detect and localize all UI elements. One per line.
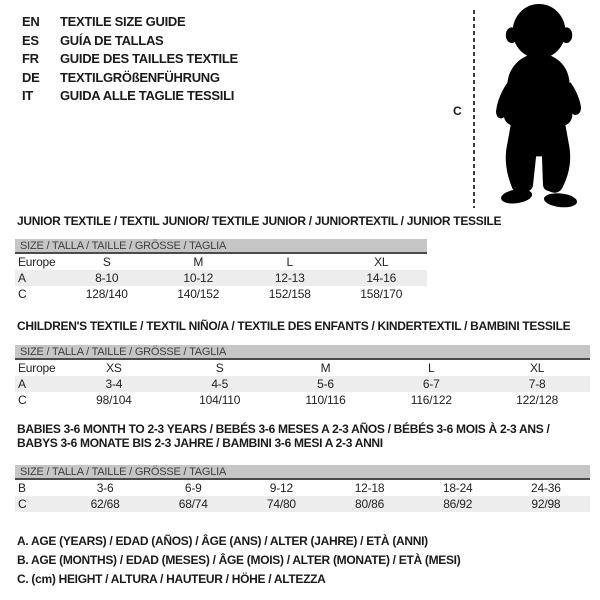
language-row <box>22 87 238 106</box>
size-cell: L <box>428 361 435 375</box>
size-cell: 140/152 <box>177 287 220 301</box>
size-table-babies <box>15 465 590 512</box>
note-line-a: A. AGE (YEARS) / EDAD (AÑOS) / ÂGE (ANS) / ALTER (JAHRE) / ETÀ (ANNI) <box>17 534 428 548</box>
size-figure <box>450 0 600 215</box>
section-title-children: CHILDREN'S TEXTILE / TEXTIL NIÑO/A / TEXTILE DES ENFANTS / KINDERTEXTIL / BAMBINI TESSILE <box>17 319 571 333</box>
section-title-junior: JUNIOR TEXTILE / TEXTIL JUNIOR/ TEXTILE JUNIOR / JUNIORTEXTIL / JUNIOR TESSILE <box>17 214 502 228</box>
size-cell: 8-10 <box>95 271 119 285</box>
size-cell: 116/122 <box>410 393 452 407</box>
size-table-children <box>15 345 590 408</box>
language-title: TEXTILGRÖßENFÜHRUNG <box>60 69 220 85</box>
size-cell: XL <box>529 361 545 375</box>
language-row <box>22 13 238 32</box>
language-code: DE <box>22 69 40 85</box>
size-cell: 98/104 <box>96 393 132 407</box>
table-row <box>15 480 590 496</box>
size-table <box>15 254 427 302</box>
table-row <box>15 270 427 286</box>
size-cell: 3-6 <box>96 481 114 495</box>
row-label: Europe <box>18 361 56 375</box>
row-label: C <box>18 393 27 407</box>
size-cell: 86/92 <box>443 497 473 511</box>
language-code: IT <box>22 88 33 104</box>
size-cell: 152/158 <box>268 287 311 301</box>
size-cell: 18-24 <box>442 481 473 495</box>
height-measure-label: C <box>453 104 462 118</box>
language-code: ES <box>22 32 39 48</box>
size-cell: 122/128 <box>516 393 559 407</box>
size-cell: 62/68 <box>90 497 120 511</box>
size-cell: XS <box>106 361 122 375</box>
size-cell: 92/98 <box>531 497 561 511</box>
language-code: FR <box>22 51 39 67</box>
language-row <box>22 69 238 88</box>
size-cell: 5-6 <box>317 377 334 391</box>
size-table <box>15 480 590 512</box>
language-row <box>22 32 238 51</box>
size-cell: M <box>320 361 331 375</box>
row-label: C <box>18 287 27 301</box>
row-label: C <box>18 497 27 511</box>
table-row <box>15 496 590 512</box>
toddler-silhouette-icon <box>486 2 594 212</box>
size-cell: M <box>193 255 204 269</box>
size-cell: S <box>215 361 224 375</box>
size-cell: 68/74 <box>178 497 208 511</box>
table-row <box>15 392 590 408</box>
size-header-bar: SIZE / TALLA / TAILLE / GRÖSSE / TAGLIA <box>15 239 427 254</box>
size-header-bar: SIZE / TALLA / TAILLE / GRÖSSE / TAGLIA <box>15 465 590 480</box>
language-code: EN <box>22 14 40 29</box>
row-label: A <box>18 271 26 285</box>
size-cell: 24-36 <box>531 481 561 495</box>
height-measure-dashed-line <box>473 10 475 208</box>
size-cell: 7-8 <box>528 377 546 391</box>
size-cell: 6-9 <box>184 481 202 495</box>
legend-notes <box>17 532 460 589</box>
note-line-b: B. AGE (MONTHS) / EDAD (MESES) / ÂGE (MOIS) / ALTER (MONATE) / ETÀ (MESI) <box>17 553 461 567</box>
size-cell: 4-5 <box>211 377 229 391</box>
language-title: GUIDE DES TAILLES TEXTILE <box>60 51 238 67</box>
language-title-list <box>22 13 238 106</box>
section-title-babies: BABIES 3-6 MONTH TO 2-3 YEARS / BEBÉS 3-6 MESES A 2-3 AÑOS / BÉBÉS 3-6 MOIS À 2-3 ANS / BABYS 3-6 MONATE BIS 2-3 JAHRE / BAMBINI 3-6 MESI A 2-3 ANNI <box>17 422 550 450</box>
row-label: Europe <box>18 255 56 269</box>
table-row <box>15 360 590 376</box>
language-row <box>22 50 238 69</box>
row-label: A <box>18 377 26 391</box>
size-cell: XL <box>374 255 389 269</box>
table-row <box>15 376 590 392</box>
size-cell: 158/170 <box>360 287 403 301</box>
size-cell: 12-18 <box>354 481 385 495</box>
size-cell: 6-7 <box>422 377 440 391</box>
table-row <box>15 286 427 302</box>
size-cell: 3-4 <box>105 377 123 391</box>
size-cell: 128/140 <box>85 287 128 301</box>
size-cell: 104/110 <box>199 393 241 407</box>
size-header-bar: SIZE / TALLA / TAILLE / GRÖSSE / TAGLIA <box>15 345 590 360</box>
size-table <box>15 360 590 408</box>
table-row <box>15 254 427 270</box>
size-cell: S <box>102 255 111 269</box>
size-cell: L <box>286 255 293 269</box>
size-cell: 9-12 <box>269 481 293 495</box>
size-cell: 74/80 <box>266 497 296 511</box>
size-cell: 110/116 <box>305 393 346 407</box>
size-cell: 12-13 <box>274 271 305 285</box>
language-title: GUIDA ALLE TAGLIE TESSILI <box>60 88 235 104</box>
language-title: GUÍA DE TALLAS <box>60 32 164 48</box>
size-cell: 14-16 <box>366 271 397 285</box>
size-cell: 10-12 <box>183 271 214 285</box>
note-line-c: C. (cm) HEIGHT / ALTURA / HAUTEUR / HÖHE / ALTEZZA <box>17 572 326 586</box>
row-label: B <box>18 481 26 495</box>
language-title: TEXTILE SIZE GUIDE <box>60 14 186 29</box>
size-cell: 80/86 <box>355 497 385 511</box>
size-table-junior <box>15 239 427 302</box>
